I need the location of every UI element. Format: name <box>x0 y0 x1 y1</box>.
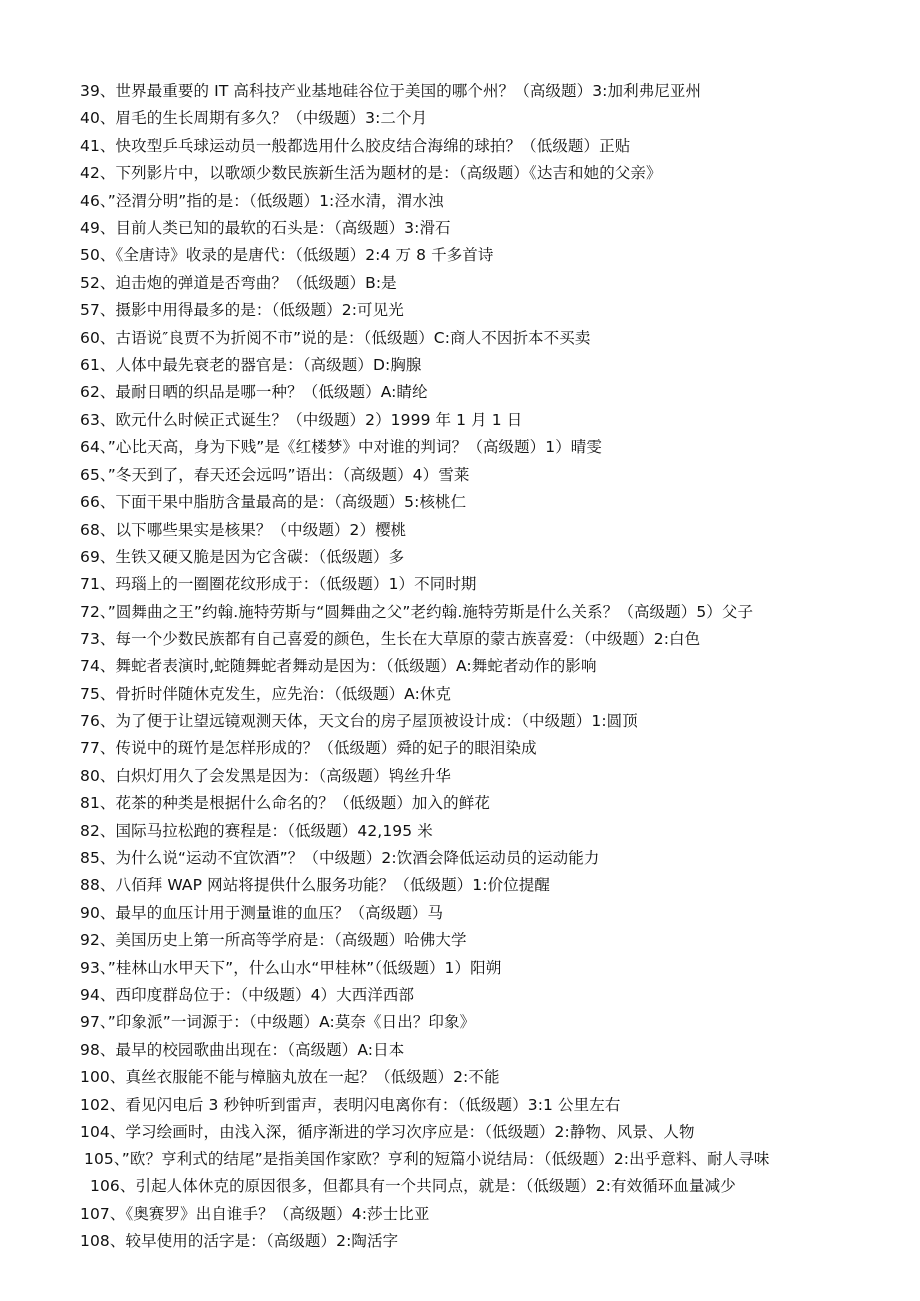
list-item: 82、国际马拉松跑的赛程是：（低级题）42,195 米 <box>80 821 433 840</box>
list-item: 71、玛瑙上的一圈圈花纹形成于：（低级题）1）不同时期 <box>80 575 477 594</box>
list-item: 106、引起人体休克的原因很多，但都具有一个共同点，就是：（低级题）2:有效循环血量减少 <box>90 1177 736 1196</box>
list-item: 41、快攻型乒乓球运动员一般都选用什么胶皮结合海绵的球拍？（低级题）正贴 <box>80 136 631 155</box>
list-item: 73、每一个少数民族都有自己喜爱的颜色，生长在大草原的蒙古族喜爱：（中级题）2:白色 <box>80 629 701 648</box>
list-item: 81、花茶的种类是根据什么命名的？（低级题）加入的鲜花 <box>80 794 490 813</box>
list-item: 69、生铁又硬又脆是因为它含碳：（低级题）多 <box>80 547 405 566</box>
list-item: 90、最早的血压计用于测量谁的血压？（高级题）马 <box>80 903 444 922</box>
list-item: 52、迫击炮的弹道是否弯曲？（低级题）B:是 <box>80 273 397 292</box>
list-item: 88、八佰拜 WAP 网站将提供什么服务功能？（低级题）1:价位提醒 <box>80 876 550 895</box>
list-item: 77、传说中的斑竹是怎样形成的？（低级题）舜的妃子的眼泪染成 <box>80 739 537 758</box>
list-item: 93、”桂林山水甲天下”，什么山水“甲桂林”（低级题）1）阳朔 <box>80 958 502 977</box>
list-item: 68、以下哪些果实是核果？（中级题）2）樱桃 <box>80 520 407 539</box>
list-item: 102、看见闪电后 3 秒钟听到雷声，表明闪电离你有：（低级题）3:1 公里左右 <box>80 1095 621 1114</box>
list-item: 62、最耐日晒的织品是哪一种？（低级题）A:睛纶 <box>80 383 428 402</box>
list-item: 74、舞蛇者表演时,蛇随舞蛇者舞动是因为：（低级题）A:舞蛇者动作的影响 <box>80 657 597 676</box>
list-item: 49、目前人类已知的最软的石头是：（高级题）3:滑石 <box>80 219 451 238</box>
list-item: 61、人体中最先衰老的器官是：（高级题）D:胸腺 <box>80 356 422 375</box>
list-item: 76、为了便于让望远镜观测天体，天文台的房子屋顶被设计成：（中级题）1:圆顶 <box>80 711 638 730</box>
list-item: 63、欧元什么时候正式诞生？（中级题）2）1999 年 1 月 1 日 <box>80 410 523 429</box>
list-item: 50、《全唐诗》收录的是唐代：（低级题）2:4 万 8 千多首诗 <box>80 246 494 265</box>
list-item: 42、下列影片中，以歌颂少数民族新生活为题材的是：（高级题）《达吉和她的父亲》 <box>80 164 662 183</box>
list-item: 64、”心比天高，身为下贱”是《红楼梦》中对谁的判词？（高级题）1）晴雯 <box>80 438 602 457</box>
list-item: 66、下面干果中脂肪含量最高的是：（高级题）5:核桃仁 <box>80 493 467 512</box>
list-item: 40、眉毛的生长周期有多久？（中级题）3:二个月 <box>80 109 428 128</box>
list-item: 39、世界最重要的 IT 高科技产业基地硅谷位于美国的哪个州？（高级题）3:加利弗尼亚州 <box>80 82 702 100</box>
list-item: 80、白炽灯用久了会发黑是因为：（高级题）鸨丝升华 <box>80 766 451 785</box>
list-item: 104、学习绘画时，由浅入深，循序渐进的学习次序应是：（低级题）2:静物、风景、人物 <box>80 1123 695 1142</box>
list-item: 97、”印象派”一词源于：（中级题）A:莫奈《日出？印象》 <box>80 1013 476 1032</box>
list-item: 46、”泾渭分明”指的是：（低级题）1:泾水清，渭水浊 <box>80 191 444 210</box>
list-item: 75、骨折时伴随休克发生，应先治：（低级题）A:休克 <box>80 684 452 703</box>
list-item: 98、最早的校园歌曲出现在：（高级题）A:日本 <box>80 1040 405 1059</box>
list-item: 72、”圆舞曲之王”约翰.施特劳斯与“圆舞曲之父”老约翰.施特劳斯是什么关系？（高级题）5）父子 <box>80 602 754 621</box>
list-item: 92、美国历史上第一所高等学府是：（高级题）哈佛大学 <box>80 931 467 950</box>
list-item: 94、西印度群岛位于：（中级题）4）大西洋西部 <box>80 986 415 1004</box>
list-item: 100、真丝衣服能不能与樟脑丸放在一起？（低级题）2:不能 <box>80 1068 500 1087</box>
list-item: 57、摄影中用得最多的是：（低级题）2:可见光 <box>80 301 404 320</box>
list-item: 65、”冬天到了，春天还会远吗”语出：（高级题）4）雪莱 <box>80 465 470 484</box>
list-item: 85、为什么说“运动不宜饮酒”？（中级题）2:饮酒会降低运动员的运动能力 <box>80 848 600 867</box>
list-item: 60、古语说″良贾不为折阅不市”说的是：（低级题）C:商人不因折本不买卖 <box>80 328 591 347</box>
list-item: 105、”欧？亨利式的结尾”是指美国作家欧？亨利的短篇小说结局：（低级题）2:出乎意料、耐人寻味 <box>84 1150 770 1169</box>
list-item: 108、较早使用的活字是：（高级题）2:陶活字 <box>80 1232 399 1251</box>
quiz-question-list <box>60 78 872 1256</box>
list-item: 107、《奥赛罗》出自谁手？（高级题）4:莎士比亚 <box>80 1204 430 1223</box>
